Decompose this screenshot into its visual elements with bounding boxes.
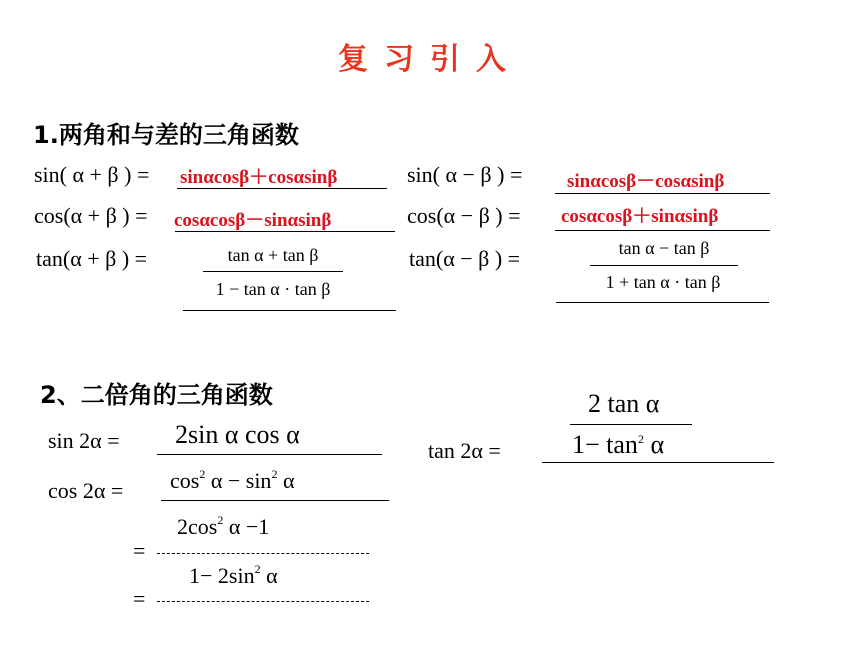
sin-sum-answer: sinαcosβ＋cosαsinβ [180,167,338,188]
cos2a-blank-1 [161,500,389,501]
tan2a-denominator: $1- \tan^2 \alpha$ [572,430,665,459]
cos2a-equals-3: = [133,586,146,611]
sin-sum-blank [177,188,387,189]
sin2a-answer: 2sin α cos α [175,420,300,449]
cos-sum-lhs: cos(α + β ) = [34,203,148,228]
tan-diff-numerator: tan α − tan β [618,238,710,258]
tan-sum-blank [183,310,396,311]
cos-sum-answer: cosαcosβ－sinαsinβ [174,210,332,231]
cos2a-blank-2 [157,553,369,554]
sin-diff-lhs: sin( α − β ) = [407,162,523,187]
tan-diff-lhs: tan(α − β ) = [409,246,521,271]
cos-diff-blank [555,230,770,231]
sin2a-lhs: sin 2α = [48,428,120,453]
tan2a-fraction-line [570,424,692,425]
tan2a-blank [542,462,774,463]
cos2a-lhs: cos 2α = [48,478,124,503]
tan-sum-numerator: tan α + tan β [227,245,319,265]
tan-diff-denominator: 1 + tan α · tan β [605,272,721,292]
sin-sum-lhs: sin( α + β ) = [34,162,150,187]
section1-heading: 1.两角和与差的三角函数 [33,121,299,149]
cos2a-answer-1: $\cos^2 \alpha - \sin^2 \alpha$ [170,467,295,493]
cos2a-blank-3 [157,601,369,602]
tan-sum-fraction-line [203,271,343,272]
sin2a-blank [157,454,382,455]
cos-diff-answer: cosαcosβ＋sinαsinβ [561,206,719,227]
cos2a-answer-2: $2\cos^2$ α −1 [177,513,270,539]
tan2a-numerator: 2 tan α [588,389,660,418]
tan-sum-denominator: 1 − tan α · tan β [215,279,331,299]
cos2a-answer-3: $1- 2\sin^2$ α [189,562,278,588]
tan2a-lhs: tan 2α = [428,438,501,463]
cos-diff-lhs: cos(α − β ) = [407,203,521,228]
tan-diff-blank [556,302,769,303]
sin-diff-answer: sinαcosβ－cosαsinβ [567,171,725,192]
page-title: 复习引入 [338,42,522,77]
tan-sum-lhs: tan(α + β ) = [36,246,148,271]
cos-sum-blank [175,231,395,232]
tan-diff-fraction-line [590,265,738,266]
cos2a-equals-2: = [133,538,146,563]
sin-diff-blank [555,193,770,194]
section2-heading: 2、二倍角的三角函数 [40,381,273,409]
